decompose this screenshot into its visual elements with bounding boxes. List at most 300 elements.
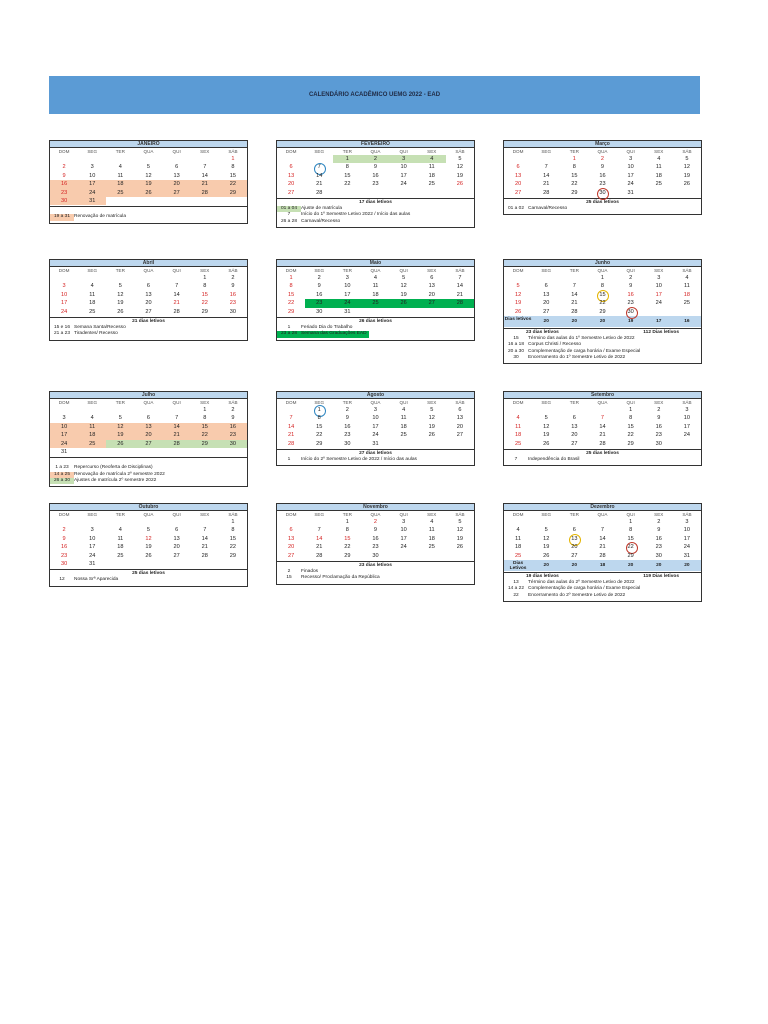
day-cell: 11 [372, 283, 379, 290]
month-janeiro [49, 140, 248, 224]
day-cell: 2 [345, 407, 349, 413]
weekday-label: QUI [626, 400, 635, 405]
day-cell [191, 197, 219, 205]
note-date: 15 [513, 335, 519, 341]
weekday-label: TER [569, 512, 579, 517]
weekday-label: QUI [172, 149, 181, 154]
weekday-label: QUA [143, 149, 154, 154]
weekday-label: QUI [399, 512, 408, 517]
day-cell [446, 308, 474, 316]
day-cell [277, 406, 305, 414]
day-cell: 22 [571, 181, 578, 188]
day-cell: 28 [173, 308, 180, 315]
weekday-label: SÁB [228, 400, 238, 405]
day-cell: 23 [344, 432, 351, 439]
weekday-label: TER [569, 149, 579, 154]
day-cell: 6 [175, 527, 179, 534]
day-cell: 30 [617, 308, 645, 316]
week-row [277, 423, 474, 431]
weekday-header [277, 399, 474, 406]
day-cell: 24 [372, 432, 379, 439]
school-days-label: Dias Letivos [509, 560, 527, 571]
week-row [504, 440, 701, 448]
day-cell: 26 [428, 432, 435, 439]
week-row [277, 535, 474, 543]
day-cell: 4 [430, 519, 434, 525]
day-cell: 9 [317, 283, 321, 290]
week-row [504, 406, 701, 414]
day-cell: 22 [344, 181, 351, 188]
weekday-label: SEX [654, 268, 664, 273]
week-row [504, 414, 701, 422]
weekday-header [50, 267, 247, 274]
day-cell: 2 [62, 164, 66, 171]
note-text: Encerramento do 1º Semestre Letivo de 2022 [528, 354, 626, 360]
day-cell: 8 [203, 415, 207, 422]
note-date: 1 a 23 [55, 465, 69, 471]
day-cell: 23 [305, 299, 333, 307]
month-notes [503, 572, 702, 602]
note-date: 19 a 31 [50, 214, 74, 220]
day-cell [78, 274, 106, 282]
month-grid [49, 510, 248, 569]
month-grid [49, 147, 248, 206]
day-cell: 16 [655, 423, 662, 430]
day-cell: 5 [544, 527, 548, 534]
week-row [277, 172, 474, 180]
day-cell: 10 [89, 172, 96, 179]
day-cell: 14 [456, 283, 464, 290]
day-cell [532, 274, 560, 282]
week-row [504, 543, 701, 551]
month-title: Dezembro [503, 503, 702, 510]
school-days-summary: 21 dias letivos [132, 318, 165, 324]
day-cell [106, 448, 134, 456]
day-cell: 24 [655, 300, 662, 307]
weekday-label: QUA [143, 268, 154, 273]
day-cell [106, 155, 134, 163]
day-cell: 26 [117, 308, 124, 315]
day-cell: 25 [89, 308, 96, 315]
day-cell: 3 [62, 415, 66, 422]
day-cell: 13 [134, 423, 162, 431]
day-cell: 9 [231, 415, 235, 422]
day-cell: 30 [344, 440, 351, 447]
day-cell [361, 189, 389, 197]
day-cell: 20 [456, 423, 464, 430]
day-cell: 1 [289, 275, 293, 281]
day-cell [106, 518, 134, 526]
week-row [50, 440, 247, 448]
month-março [503, 140, 702, 215]
day-cell: 11 [89, 291, 96, 298]
day-cell: 30 [655, 552, 662, 559]
note-text: Corpus Christi / Recesso [528, 342, 582, 348]
day-cell: 6 [430, 275, 434, 281]
day-cell: 12 [428, 415, 435, 422]
day-cell: 14 [287, 423, 295, 430]
day-cell: 19 [543, 432, 550, 439]
day-cell: 10 [655, 283, 662, 290]
day-cell: 11 [428, 527, 435, 534]
day-cell: 20 [543, 300, 550, 307]
day-cell: 5 [458, 156, 462, 162]
day-cell: 4 [516, 415, 520, 422]
day-cell: 22 [191, 431, 219, 439]
week-row [504, 308, 701, 316]
week-row [504, 518, 701, 526]
day-cell [219, 560, 247, 568]
day-cell [418, 440, 446, 448]
day-cell: 1 [203, 407, 207, 413]
week-row [50, 543, 247, 551]
note-date: 16 a 18 [507, 342, 524, 348]
day-cell [588, 518, 616, 526]
day-cell: 22 [229, 544, 237, 551]
month-title: Setembro [503, 391, 702, 398]
day-cell: 4 [373, 275, 378, 281]
weekday-label: DOM [285, 268, 297, 273]
week-row [504, 189, 701, 197]
month-notes [276, 198, 475, 228]
day-cell: 9 [62, 535, 66, 542]
weekday-label: QUA [597, 268, 608, 273]
weekday-label: TER [115, 400, 125, 405]
day-cell [134, 197, 162, 205]
day-cell: 30 [588, 189, 616, 197]
week-row [277, 414, 474, 422]
weekday-label: DOM [512, 400, 524, 405]
day-cell [645, 189, 673, 197]
day-cell: 12 [543, 423, 550, 430]
note-line [277, 457, 474, 463]
day-cell: 21 [571, 300, 578, 307]
month-maio [276, 259, 475, 341]
day-cell: 18 [78, 431, 106, 439]
day-cell: 5 [458, 519, 462, 525]
week-row [50, 448, 247, 456]
note-text: Carnaval/Recesso [528, 205, 568, 211]
day-cell: 19 [543, 544, 550, 551]
day-cell [191, 518, 219, 526]
day-cell: 26 [456, 544, 464, 551]
month-notes [276, 449, 475, 466]
month-title: Julho [49, 391, 248, 398]
note-date: 15 [286, 575, 292, 581]
week-row [50, 518, 247, 526]
day-cell: 4 [118, 527, 122, 534]
month-grid [503, 147, 702, 198]
note-date: 01 a 02 [507, 205, 524, 211]
weekday-label: SEG [541, 149, 552, 154]
month-notes [503, 328, 702, 364]
note-line [50, 577, 247, 583]
day-cell: 2 [231, 275, 235, 281]
day-cell: 25 [361, 299, 389, 307]
day-cell [560, 406, 588, 414]
day-cell: 22 [599, 300, 606, 307]
week-row [277, 291, 474, 299]
day-cell [277, 518, 305, 526]
day-cell: 8 [231, 527, 235, 534]
week-row [50, 535, 247, 543]
day-cell: 28 [163, 440, 191, 448]
weekday-label: SÁB [228, 512, 238, 517]
day-cell: 3 [62, 283, 66, 290]
note-date: 14 a 22 [507, 586, 524, 592]
day-cell: 2 [373, 519, 378, 525]
week-row [50, 406, 247, 414]
day-cell [191, 560, 219, 568]
day-cell: 31 [60, 448, 68, 455]
day-cell: 23 [655, 432, 662, 439]
day-cell: 10 [372, 415, 379, 422]
weekday-label: SÁB [455, 512, 465, 517]
weekday-label: DOM [285, 400, 297, 405]
day-cell: 18 [117, 544, 124, 551]
month-notes [276, 561, 475, 585]
month-title: JANEIRO [49, 140, 248, 147]
month-notes [49, 457, 248, 487]
day-cell: 6 [146, 283, 151, 290]
day-cell: 21 [287, 432, 295, 439]
day-cell: 17 [683, 423, 691, 430]
week-row [277, 518, 474, 526]
day-cell: 17 [655, 291, 662, 298]
day-cell: 12 [106, 423, 134, 431]
day-cell [532, 406, 560, 414]
day-cell: 3 [373, 407, 378, 413]
weekday-label: QUI [172, 400, 181, 405]
day-cell: 18 [683, 291, 691, 298]
day-cell: 15 [201, 291, 208, 298]
day-cell: 11 [117, 172, 124, 179]
day-cell: 22 [617, 543, 645, 551]
month-notes [503, 449, 702, 466]
weekday-header [504, 399, 701, 406]
day-cell: 1 [629, 407, 633, 413]
weekday-label: SEX [427, 149, 437, 154]
school-days-value: 20 [684, 562, 690, 568]
day-cell: 21 [201, 544, 208, 551]
weekday-header [50, 399, 247, 406]
day-cell: 31 [78, 197, 106, 205]
day-cell: 8 [231, 164, 235, 171]
week-row [50, 172, 247, 180]
day-cell [163, 406, 191, 414]
day-cell: 14 [201, 172, 208, 179]
weekday-label: SEX [200, 512, 210, 517]
day-cell: 11 [117, 535, 124, 542]
day-cell: 23 [60, 552, 68, 559]
weekday-label: DOM [512, 512, 524, 517]
note-text: Semana Santa/Recesso [74, 324, 126, 330]
note-text: Início do 2º Semestre Letivo de 2022 / Início das aulas [301, 456, 417, 462]
school-days-summary: 25 dias letivos [586, 450, 619, 456]
month-title: Março [503, 140, 702, 147]
day-cell: 29 [219, 189, 247, 197]
day-cell [106, 274, 134, 282]
weekday-label: SEX [654, 400, 664, 405]
month-notes [49, 206, 248, 223]
day-cell: 4 [516, 527, 520, 534]
week-row [504, 155, 701, 163]
note-text: Tiradentes/ Recesso [74, 331, 118, 337]
day-cell: 21 [599, 544, 606, 551]
day-cell: 3 [629, 156, 633, 162]
weekday-label: QUI [172, 268, 181, 273]
week-row [504, 431, 701, 439]
note-date: 23 a 28 [277, 331, 301, 337]
day-cell: 17 [89, 544, 96, 551]
day-cell: 27 [134, 440, 162, 448]
day-cell: 23 [627, 300, 634, 307]
week-row [504, 172, 701, 180]
day-cell: 3 [390, 155, 418, 163]
day-cell: 17 [344, 291, 351, 298]
day-cell: 6 [572, 527, 576, 534]
month-grid [49, 266, 248, 317]
week-row [504, 291, 701, 299]
day-cell: 29 [229, 552, 237, 559]
weekday-label: TER [342, 149, 352, 154]
day-cell: 28 [446, 299, 474, 307]
day-cell: 5 [146, 527, 151, 534]
day-cell: 16 [229, 291, 237, 298]
day-cell: 7 [203, 527, 207, 534]
week-row [50, 155, 247, 163]
day-cell: 30 [316, 308, 323, 315]
month-grid [276, 147, 475, 198]
weekday-label: QUI [626, 268, 635, 273]
note-line [277, 575, 474, 581]
day-cell: 9 [629, 283, 633, 290]
day-cell [588, 406, 616, 414]
day-cell: 15 [229, 535, 237, 542]
school-days-row [504, 316, 701, 327]
weekday-label: QUA [143, 512, 154, 517]
day-cell: 15 [627, 423, 634, 430]
day-cell: 4 [118, 164, 122, 171]
day-cell: 27 [163, 189, 191, 197]
day-cell: 29 [287, 308, 295, 315]
weekday-label: SEG [87, 268, 98, 273]
note-text: Término das aulas do 2º Semestre Letivo de 2022 [528, 579, 635, 585]
day-cell: 31 [344, 308, 351, 315]
weekday-label: SEX [200, 149, 210, 154]
note-date: 30 [513, 354, 519, 360]
day-cell: 14 [163, 423, 191, 431]
day-cell: 9 [657, 415, 661, 422]
day-cell: 27 [418, 299, 446, 307]
weekday-header [504, 148, 701, 155]
day-cell: 29 [627, 440, 634, 447]
day-cell: 7 [175, 283, 179, 290]
weekday-label: SEX [427, 268, 437, 273]
note-date: 26 a 28 [280, 218, 297, 224]
day-cell: 17 [50, 431, 78, 439]
month-grid [503, 398, 702, 449]
weekday-label: QUA [370, 400, 381, 405]
day-cell: 19 [514, 300, 522, 307]
weekday-label: TER [115, 512, 125, 517]
note-text: Independência do Brasil [528, 456, 580, 462]
day-cell: 8 [345, 527, 349, 534]
weekday-label: SÁB [682, 400, 692, 405]
day-cell: 7 [572, 283, 576, 290]
note-line [50, 331, 247, 337]
day-cell: 15 [588, 291, 616, 299]
day-cell: 21 [316, 181, 323, 188]
day-cell: 18 [428, 172, 435, 179]
day-cell: 16 [50, 180, 78, 188]
weekday-label: SÁB [455, 268, 465, 273]
day-cell [134, 448, 162, 456]
day-cell: 2 [231, 407, 235, 413]
day-cell: 13 [287, 535, 295, 542]
day-cell: 19 [400, 291, 407, 298]
week-row [50, 282, 247, 290]
day-cell: 5 [544, 415, 548, 422]
week-row [504, 299, 701, 307]
day-cell [50, 518, 78, 526]
note-date: 2 [287, 568, 291, 574]
weekday-label: QUA [370, 512, 381, 517]
week-row [277, 163, 474, 171]
day-cell: 27 [571, 552, 578, 559]
day-cell: 2 [62, 527, 66, 534]
day-cell: 19 [456, 535, 464, 542]
weekday-label: DOM [58, 268, 70, 273]
day-cell: 20 [163, 180, 191, 188]
note-text: Ajuste de matrícula [301, 205, 343, 211]
day-cell: 22 [627, 432, 634, 439]
day-cell: 24 [333, 299, 361, 307]
week-row [504, 274, 701, 282]
school-days-value: 20 [571, 318, 578, 324]
day-cell: 26 [456, 181, 464, 188]
note-date: 20 a 30 [507, 348, 524, 354]
day-cell [390, 189, 418, 197]
weekday-label: SÁB [455, 400, 465, 405]
week-row [50, 552, 247, 560]
day-cell: 28 [599, 440, 606, 447]
weekday-label: QUA [597, 512, 608, 517]
weekday-label: SEG [541, 400, 552, 405]
day-cell: 9 [373, 527, 378, 534]
weekday-label: DOM [285, 149, 297, 154]
day-cell: 25 [78, 440, 106, 448]
day-cell: 29 [627, 552, 634, 559]
day-cell: 12 [514, 291, 522, 298]
day-cell [504, 518, 532, 526]
day-cell: 18 [514, 544, 522, 551]
week-row [277, 552, 474, 560]
day-cell: 8 [203, 283, 207, 290]
note-line [504, 457, 701, 463]
day-cell: 3 [90, 164, 94, 171]
day-cell: 18 [655, 172, 662, 179]
day-cell: 3 [402, 519, 406, 525]
week-row [277, 308, 474, 316]
day-cell: 7 [203, 164, 207, 171]
day-cell: 23 [50, 189, 78, 197]
day-cell: 19 [145, 544, 152, 551]
day-cell: 22 [201, 300, 208, 307]
day-cell [163, 197, 191, 205]
day-cell: 18 [106, 180, 134, 188]
note-text: Início do 1º Semestre Letivo 2022 / Início das aulas [301, 212, 411, 218]
